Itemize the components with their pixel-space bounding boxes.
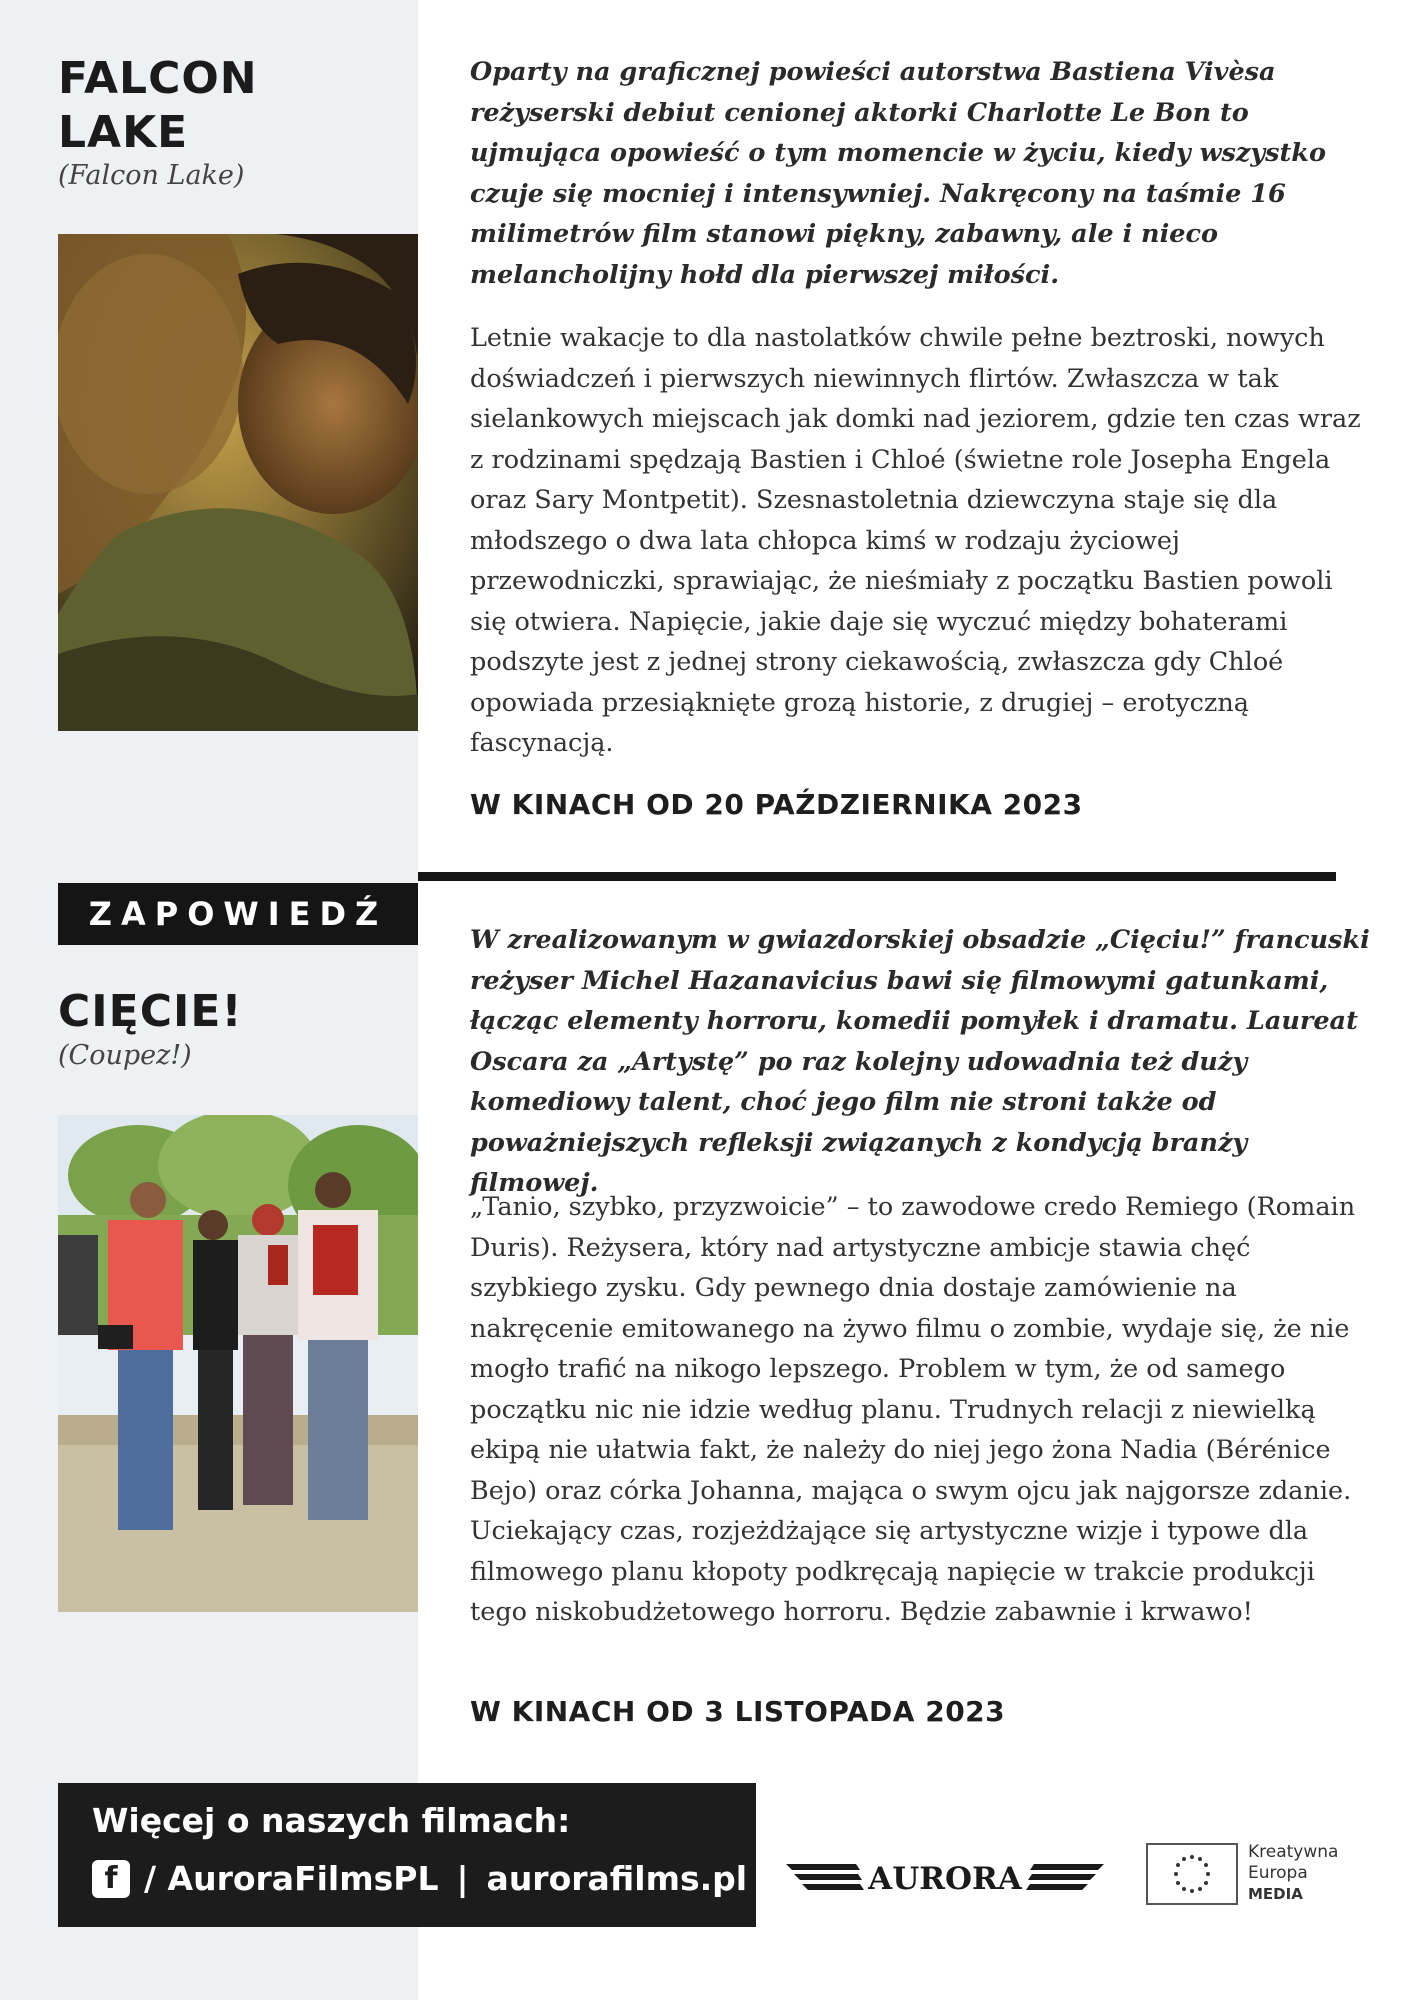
section-divider xyxy=(418,872,1336,881)
promo-box xyxy=(58,1783,756,1927)
film1-title-line2: LAKE xyxy=(58,107,189,158)
eu-line3: MEDIA xyxy=(1248,1885,1303,1903)
film2-title: CIĘCIE! xyxy=(58,986,243,1037)
film2-release-date: W KINACH OD 3 LISTOPADA 2023 xyxy=(470,1695,1006,1728)
promo-links-row xyxy=(92,1859,747,1898)
film1-lead-paragraph: Oparty na graficznej powieści autorstwa Bastiena Vivèsa reżyserski debiut cenionej aktorki Charlotte Le Bon to ujmująca opowieść o tym momencie w życiu, kiedy wszystko czuje się mocniej i intensywniej. Nakręcony na taśmie 16 milimetrów film stanowi piękny, zabawny, ale i nieco melancholijny hołd dla pierwszej miłości. xyxy=(470,57,1326,290)
film2-body-paragraph: „Tanio, szybko, przyzwoicie” – to zawodowe credo Remiego (Romain Duris). Reżysera, który nad artystyczne ambicje stawia chęć szybkiego zysku. Gdy pewnego dnia dostaje zamówienie na nakręcenie emitowanego na żywo filmu o zombie, wydaje się, że nie mogło trafić na nikogo lepszego. Problem w tym, że od samego początku nic nie idzie według planu. Trudnych relacji z niewielką ekipą nie ułatwia fakt, że należy do niej jego żona Nadia (Bérénice Bejo) oraz córka Johanna, mająca o swym ojcu jak najgorsze zdanie. Uciekający czas, rozjeżdżające się artystyczne wizje i typowe dla filmowego planu kłopoty podkręcają napięcie w trakcie produkcji tego niskobudżetowego horroru. Będzie zabawnie i krwawo! xyxy=(470,1192,1356,1627)
film1-still-photo xyxy=(58,234,418,731)
link-separator: | xyxy=(456,1859,469,1898)
facebook-icon[interactable]: f xyxy=(92,1860,130,1898)
film2-original-title: (Coupez!) xyxy=(58,1040,192,1071)
eu-flag-icon xyxy=(1146,1843,1238,1905)
film1-title-line1: FALCON xyxy=(58,53,258,104)
section-tag-announcement: ZAPOWIEDŹ xyxy=(58,883,418,945)
aurora-logo xyxy=(786,1856,1104,1898)
facebook-handle-link[interactable]: / AuroraFilmsPL xyxy=(144,1859,439,1898)
film2-lead-paragraph: W zrealizowanym w gwiazdorskiej obsadzie „Cięciu!” francuski reżyser Michel Hazanavicius bawi się filmowymi gatunkami, łącząc elementy horroru, komedii pomyłek i dramatu. Laureat Oscara za „Artystę” po raz kolejny udowadnia też duży komediowy talent, choć jego film nie stroni także od poważniejszych refleksji związanych z kondycją branży filmowej. xyxy=(470,925,1370,1198)
eu-line1: Kreatywna xyxy=(1248,1842,1339,1862)
film1-release-date: W KINACH OD 20 PAŹDZIERNIKA 2023 xyxy=(470,788,1083,821)
film2-still-photo xyxy=(58,1115,418,1612)
aurora-logo-text: AURORA xyxy=(868,1861,1022,1897)
website-link[interactable]: aurorafilms.pl xyxy=(486,1859,748,1898)
eu-line2: Europa xyxy=(1248,1863,1308,1883)
film1-original-title: (Falcon Lake) xyxy=(58,160,245,191)
creative-europe-label xyxy=(1248,1842,1338,1905)
promo-heading: Więcej o naszych filmach: xyxy=(92,1801,571,1840)
film1-title xyxy=(58,52,258,160)
film1-body-paragraph: Letnie wakacje to dla nastolatków chwile pełne beztroski, nowych doświadczeń i pierwszych niewinnych flirtów. Zwłaszcza w tak sielankowych miejscach jak domki nad jeziorem, gdzie ten czas wraz z rodzinami spędzają Bastien i Chloé (świetne role Josepha Engela oraz Sary Montpetit). Szesnastoletnia dziewczyna staje się dla młodszego o dwa lata chłopca kimś w rodzaju życiowej przewodniczki, sprawiając, że nieśmiały z początku Bastien powoli się otwiera. Napięcie, jakie daje się wyczuć między bohaterami podszyte jest z jednej strony ciekawością, zwłaszcza gdy Chloé opowiada przesiąknięte grozą historie, z drugiej – erotyczną fascynacją. xyxy=(470,323,1361,758)
